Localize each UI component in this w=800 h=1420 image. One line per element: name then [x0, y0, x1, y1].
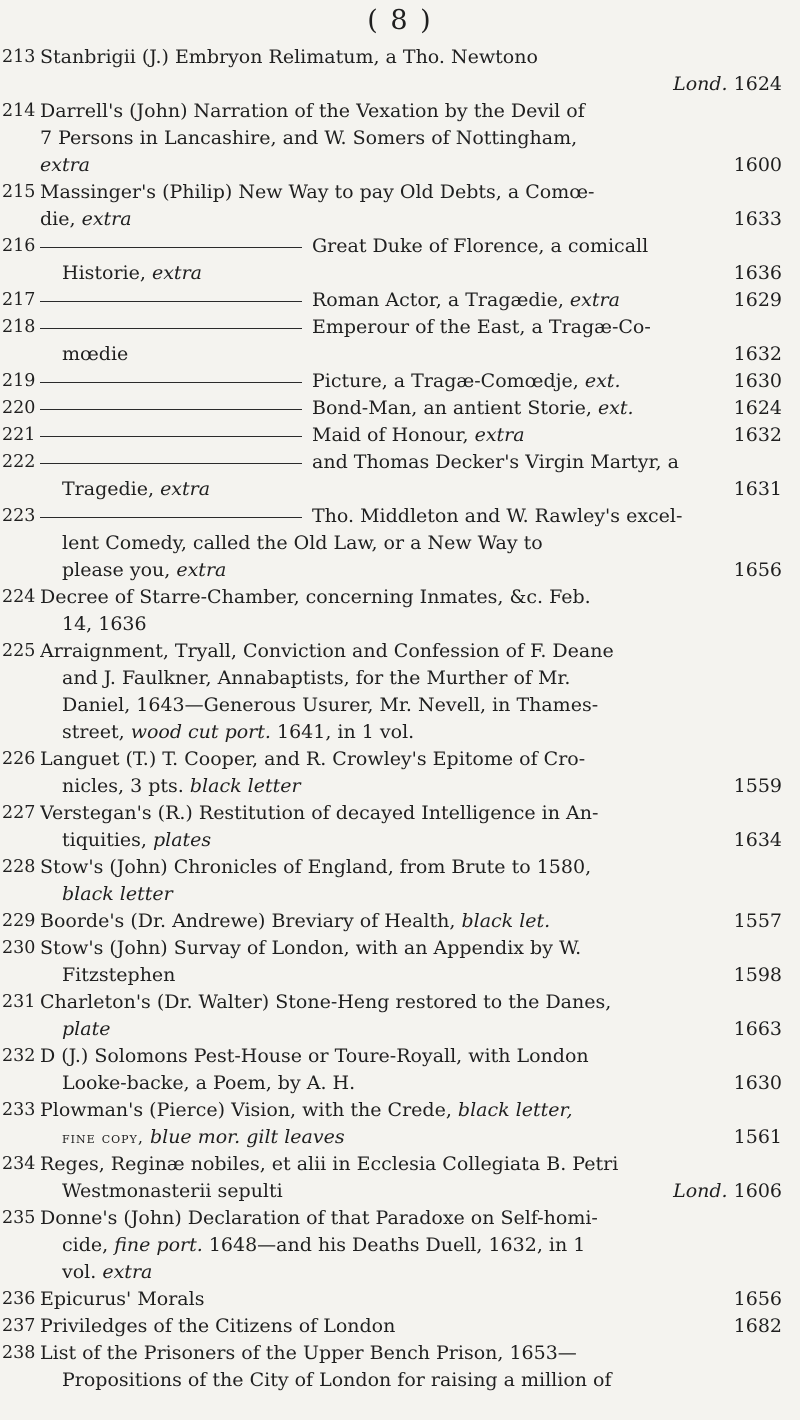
entry-line [40, 1016, 782, 1043]
entry-text: street, [62, 721, 125, 743]
catalogue-entry [0, 503, 800, 584]
typeface-note: black let. [461, 910, 551, 932]
ditto-rule [40, 382, 302, 383]
illustration-note: plates [152, 829, 212, 851]
entry-number: 226 [2, 749, 36, 769]
ditto-rule [40, 517, 302, 518]
entry-text: 7 Persons in Lancashire, and W. Somers of Nottingham, [40, 127, 578, 149]
entry-date: 1634 [733, 829, 782, 851]
entry-number: 216 [2, 236, 36, 256]
catalogue-entry [0, 98, 800, 179]
catalogue-entry [0, 1043, 800, 1097]
entry-date: 1557 [733, 910, 782, 932]
illustration-note: plate [62, 1018, 111, 1040]
entry-text: Donne's (John) Declaration of that Paradoxe on Self-homi- [40, 1207, 598, 1229]
entry-line [40, 773, 782, 800]
entry-text: Bond-Man, an antient Storie, [312, 397, 592, 419]
entry-date: 1632 [733, 343, 782, 365]
catalogue-entry [0, 908, 800, 935]
entry-number: 231 [2, 992, 36, 1012]
illustration-note: wood cut port. [130, 721, 271, 743]
catalogue-entry [0, 179, 800, 233]
catalogue-entry [0, 368, 800, 395]
entry-date: 1656 [733, 559, 782, 581]
entry-number: 238 [2, 1343, 36, 1363]
entry-text: Picture, a Tragæ-Comœdje, [312, 370, 579, 392]
entry-line [40, 152, 782, 179]
catalogue-entry [0, 746, 800, 800]
binding-note: extra [40, 154, 91, 176]
typeface-note: black letter [62, 883, 173, 905]
entry-number: 228 [2, 857, 36, 877]
entry-text: Fitzstephen [62, 964, 176, 986]
entry-text: Arraignment, Tryall, Conviction and Confession of F. Deane [40, 640, 614, 662]
entry-line [40, 260, 782, 287]
entry-text: Languet (T.) T. Cooper, and R. Crowley's Epitome of Cro- [40, 748, 586, 770]
entry-text: D (J.) Solomons Pest-House or Toure-Royall, with London [40, 1045, 589, 1067]
condition-note: fine copy, [62, 1128, 144, 1147]
catalogue-entry [0, 287, 800, 314]
entry-number: 233 [2, 1100, 36, 1120]
binding-note: extra [176, 559, 227, 581]
entry-text: Historie, [62, 262, 146, 284]
entry-text: Emperour of the East, a Tragæ-Co- [312, 316, 651, 338]
entry-date: 1682 [733, 1315, 782, 1337]
entry-number: 213 [2, 47, 36, 67]
entry-date: 1630 [733, 1072, 782, 1094]
entry-text: nicles, 3 pts. [62, 775, 184, 797]
entry-text: and J. Faulkner, Annabaptists, for the Murther of Mr. [62, 667, 571, 689]
entry-date: 1559 [733, 775, 782, 797]
catalogue-entry [0, 44, 800, 98]
ditto-rule [40, 328, 302, 329]
entry-text: Propositions of the City of London for raising a million of [62, 1369, 612, 1391]
entry-date: 1624 [733, 73, 782, 95]
ditto-rule [40, 409, 302, 410]
entry-text: mœdie [62, 343, 129, 365]
entry-text: Tho. Middleton and W. Rawley's excel- [312, 505, 683, 527]
catalogue-entry [0, 1151, 800, 1205]
entry-number: 219 [2, 371, 36, 391]
catalogue-entry [0, 935, 800, 989]
catalogue-entry [0, 989, 800, 1043]
entry-text: Stow's (John) Survay of London, with an Appendix by W. [40, 937, 582, 959]
entry-date: 1636 [733, 262, 782, 284]
entry-text: Great Duke of Florence, a comicall [312, 235, 649, 257]
entry-date: 1600 [733, 154, 782, 176]
catalogue-list [0, 44, 800, 1394]
binding-note: extra [569, 289, 620, 311]
entry-text: Darrell's (John) Narration of the Vexation by the Devil of [40, 100, 585, 122]
binding-note: ext. [597, 397, 634, 419]
entry-text: Reges, Reginæ nobiles, et alii in Ecclesia Collegiata B. Petri [40, 1153, 619, 1175]
entry-line [40, 827, 782, 854]
catalogue-entry [0, 422, 800, 449]
binding-note: blue mor. gilt leaves [149, 1126, 345, 1148]
entry-text: Decree of Starre-Chamber, concerning Inmates, &c. Feb. [40, 586, 591, 608]
catalogue-entry [0, 233, 800, 287]
catalogue-entry [0, 1097, 800, 1151]
entry-text: Westmonasterii sepulti [62, 1180, 283, 1202]
entry-text: Looke-backe, a Poem, by A. H. [62, 1072, 356, 1094]
entry-text: Tragedie, [62, 478, 155, 500]
entry-text: Stow's (John) Chronicles of England, from Brute to 1580, [40, 856, 592, 878]
entry-text: cide, [62, 1234, 109, 1256]
binding-note: extra [151, 262, 202, 284]
entry-date: 1630 [733, 370, 782, 392]
catalogue-entry [0, 1205, 800, 1286]
binding-note: extra [474, 424, 525, 446]
entry-line [40, 1097, 782, 1124]
entry-line [40, 1178, 782, 1205]
binding-note: extra [160, 478, 211, 500]
entry-line [40, 1313, 782, 1340]
entry-number: 217 [2, 290, 36, 310]
entry-line [40, 1124, 782, 1151]
page-header: ( 8 ) [367, 5, 433, 36]
entry-number: 236 [2, 1289, 36, 1309]
ditto-rule [40, 463, 302, 464]
entry-text: lent Comedy, called the Old Law, or a New Way to [62, 532, 543, 554]
entry-text: die, [40, 208, 76, 230]
entry-text: Maid of Honour, [312, 424, 469, 446]
entry-number: 214 [2, 101, 36, 121]
ditto-rule [40, 436, 302, 437]
entry-text: Epicurus' Morals [40, 1288, 205, 1310]
entry-line [40, 719, 782, 746]
entry-line [40, 476, 782, 503]
catalogue-entry [0, 800, 800, 854]
entry-number: 222 [2, 452, 36, 472]
catalogue-entry [0, 584, 800, 638]
entry-date: 1656 [733, 1288, 782, 1310]
ditto-rule [40, 247, 302, 248]
entry-line [40, 557, 782, 584]
entry-text: Massinger's (Philip) New Way to pay Old Debts, a Comœ- [40, 181, 595, 203]
entry-number: 234 [2, 1154, 36, 1174]
catalogue-entry [0, 314, 800, 368]
entry-date: 1632 [733, 424, 782, 446]
entry-line [40, 368, 782, 395]
illustration-note: fine port. [114, 1234, 203, 1256]
entry-number: 230 [2, 938, 36, 958]
entry-text: Roman Actor, a Tragædie, [312, 289, 564, 311]
entry-number: 225 [2, 641, 36, 661]
catalogue-entry [0, 1286, 800, 1313]
entry-number: 218 [2, 317, 36, 337]
entry-number: 215 [2, 182, 36, 202]
catalogue-entry [0, 1313, 800, 1340]
entry-date: 1633 [733, 208, 782, 230]
entry-line [40, 1286, 782, 1313]
entry-number: 232 [2, 1046, 36, 1066]
entry-line [40, 1259, 782, 1286]
entry-number: 220 [2, 398, 36, 418]
entry-line [40, 287, 782, 314]
entry-text: and Thomas Decker's Virgin Martyr, a [312, 451, 679, 473]
entry-text: List of the Prisoners of the Upper Bench Prison, 1653— [40, 1342, 577, 1364]
entry-number: 223 [2, 506, 36, 526]
entry-line [40, 341, 782, 368]
entry-text: Boorde's (Dr. Andrewe) Breviary of Health, [40, 910, 456, 932]
entry-date: 1598 [733, 964, 782, 986]
catalogue-entry [0, 638, 800, 746]
entry-date: 1624 [733, 397, 782, 419]
entry-text: Daniel, 1643—Generous Usurer, Mr. Nevell, in Thames- [62, 694, 599, 716]
entry-text: 1648—and his Deaths Duell, 1632, in 1 [208, 1234, 586, 1256]
entry-number: 221 [2, 425, 36, 445]
entry-date: 1561 [733, 1126, 782, 1148]
entry-text: tiquities, [62, 829, 147, 851]
binding-note: extra [81, 208, 132, 230]
entry-line [40, 206, 782, 233]
entry-line [40, 395, 782, 422]
entry-number: 235 [2, 1208, 36, 1228]
entry-text: vol. [62, 1261, 97, 1283]
binding-note: ext. [584, 370, 621, 392]
binding-note: extra [102, 1261, 153, 1283]
entry-text: Plowman's (Pierce) Vision, with the Crede, [40, 1099, 452, 1121]
typeface-note: black letter, [457, 1099, 573, 1121]
imprint-place: Lond. [673, 1180, 728, 1202]
entry-number: 227 [2, 803, 36, 823]
catalogue-entry [0, 449, 800, 503]
catalogue-entry [0, 1340, 800, 1394]
entry-date: 1629 [733, 289, 782, 311]
entry-text: 14, 1636 [62, 613, 147, 635]
catalogue-entry [0, 395, 800, 422]
entry-number: 237 [2, 1316, 36, 1336]
entry-line [40, 1232, 782, 1259]
entry-imprint [40, 71, 782, 98]
entry-date: 1606 [733, 1180, 782, 1202]
entry-date: 1631 [733, 478, 782, 500]
entry-text: Charleton's (Dr. Walter) Stone-Heng restored to the Danes, [40, 991, 612, 1013]
entry-number: 224 [2, 587, 36, 607]
imprint-place: Lond. [673, 73, 728, 95]
entry-date: 1641, in 1 vol. [277, 721, 415, 743]
entry-text: please you, [62, 559, 171, 581]
entry-line [40, 1070, 782, 1097]
ditto-rule [40, 301, 302, 302]
entry-date: 1663 [733, 1018, 782, 1040]
typeface-note: black letter [189, 775, 301, 797]
entry-line [40, 962, 782, 989]
catalogue-entry [0, 854, 800, 908]
entry-text: Priviledges of the Citizens of London [40, 1315, 396, 1337]
entry-number: 229 [2, 911, 36, 931]
entry-line [40, 908, 782, 935]
entry-line [40, 422, 782, 449]
entry-text: Verstegan's (R.) Restitution of decayed Intelligence in An- [40, 802, 599, 824]
entry-text: Stanbrigii (J.) Embryon Relimatum, a Tho. Newtono [40, 46, 538, 68]
